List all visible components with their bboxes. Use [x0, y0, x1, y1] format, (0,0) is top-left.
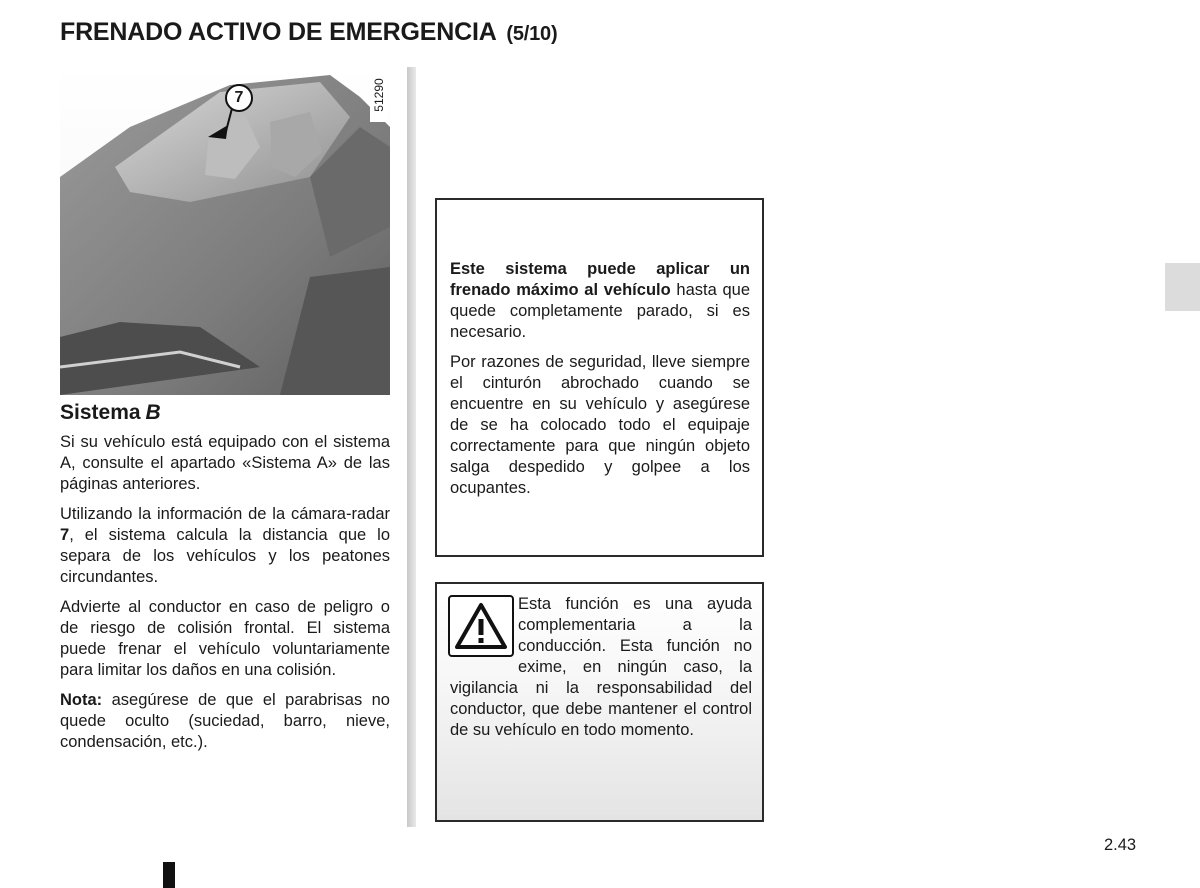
paragraph-camera-radar	[60, 504, 390, 588]
info-bold-text: Este sistema puede aplicar un frenado máximo al vehículo	[450, 260, 750, 299]
callout-7: 7	[225, 84, 253, 112]
page-number: 2.43	[1104, 836, 1137, 854]
side-tab	[1165, 263, 1200, 311]
paragraph-note	[60, 690, 390, 753]
info-paragraph-braking	[450, 259, 750, 343]
warning-box	[435, 582, 764, 822]
warning-text: Esta función es una ayuda complementaria a la conducción. Esta función no exime, en ningún caso, la vigilancia ni la responsabilidad del conductor, que debe mantener el control de su vehículo en todo momento.	[450, 595, 752, 739]
section-heading-suffix: B	[145, 401, 161, 424]
figure-reference-number: 51290	[372, 78, 386, 112]
page-title	[60, 18, 557, 47]
info-paragraph-seatbelt: Por razones de seguridad, lleve siempre el cinturón abrochado cuando se encuentre en su vehículo y asegúrese de se ha colocado todo el equipaje correctamente para que ningún objeto salga despedido y golpee a los ocupantes.	[450, 353, 750, 497]
column-divider	[407, 67, 416, 827]
section-heading	[60, 401, 161, 425]
paragraph-warning-driver: Advierte al conductor en caso de peligro o de riesgo de colisión frontal. El sistema puede frenar el vehículo voluntariamente para limitar los daños en una colisión.	[60, 598, 390, 679]
section-heading-prefix: Sistema	[60, 401, 141, 424]
paragraph-camera-radar-a: Utilizando la información de la cámara-radar	[60, 505, 390, 523]
info-box	[435, 198, 764, 557]
page-title-text: FRENADO ACTIVO DE EMERGENCIA	[60, 18, 496, 46]
note-text: asegúrese de que el parabrisas no quede oculto (suciedad, barro, nieve, condensación, etc.).	[60, 691, 390, 751]
callout-reference: 7	[60, 526, 70, 544]
figure-reference	[370, 72, 388, 122]
page-title-counter: (5/10)	[506, 23, 558, 45]
paragraph-camera-radar-b: , el sistema calcula la distancia que lo separa de los vehículos y los peatones circundantes.	[60, 526, 390, 586]
crop-mark	[163, 862, 175, 888]
left-column-text	[60, 432, 390, 762]
car-windscreen-photo	[60, 67, 390, 395]
paragraph-system-a: Si su vehículo está equipado con el sistema A, consulte el apartado «Sistema A» de las páginas anteriores.	[60, 433, 390, 493]
note-label: Nota:	[60, 691, 103, 709]
info-rest-text: hasta que quede completamente parado, si es necesario.	[450, 281, 750, 341]
